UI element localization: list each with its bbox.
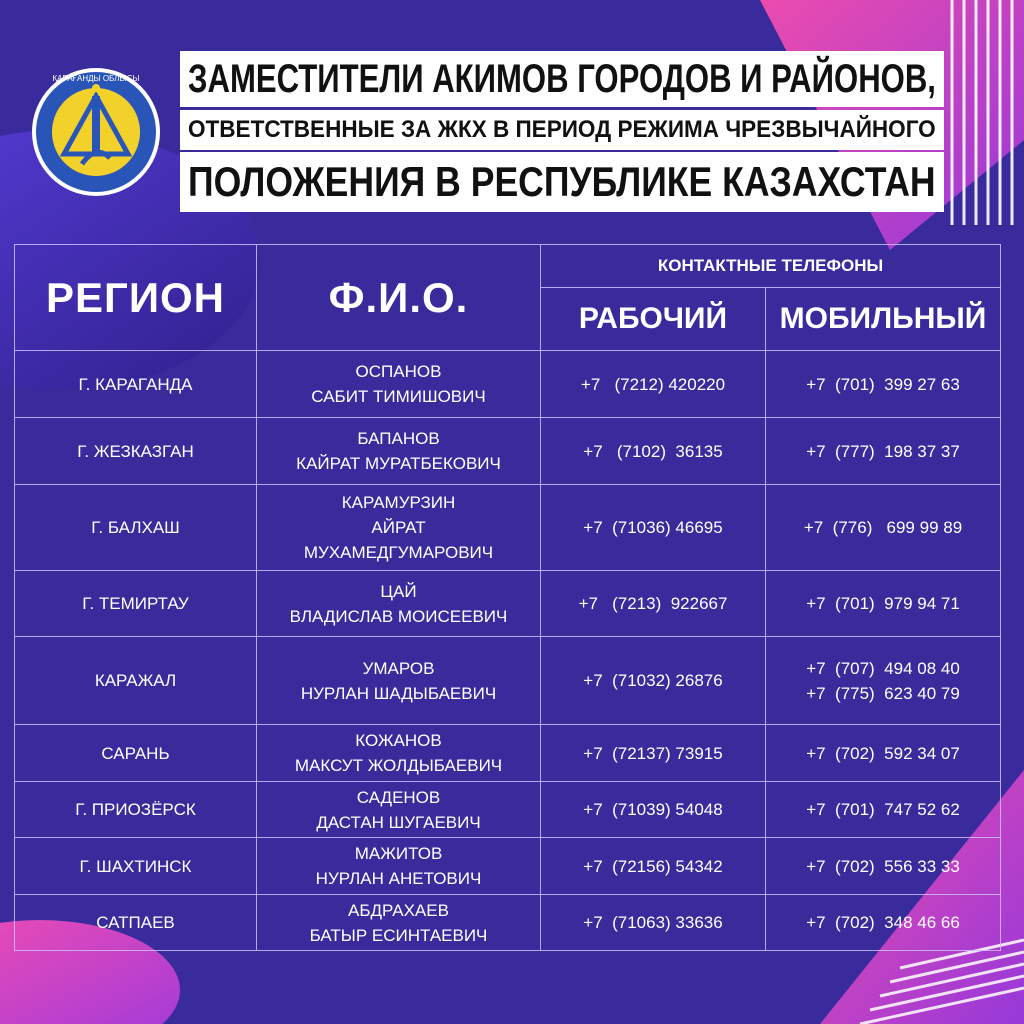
surname: КОЖАНОВ — [355, 731, 442, 750]
table-row — [15, 418, 1001, 485]
mobile-phone-cell — [766, 838, 1001, 895]
name-cell — [257, 725, 541, 782]
table-row — [15, 485, 1001, 571]
region-cell: САРАНЬ — [15, 725, 257, 782]
mobile-phone: +7 (701) 979 94 71 — [806, 594, 960, 613]
given-name: ДАСТАН ШУГАЕВИЧ — [316, 812, 481, 832]
mobile-phone: +7 (702) 592 34 07 — [806, 743, 960, 763]
table-row — [15, 838, 1001, 895]
mobile-phone: +7 (702) 348 46 66 — [806, 913, 960, 932]
given-name: САБИТ ТИМИШОВИЧ — [311, 387, 486, 406]
surname: УМАРОВ — [362, 658, 435, 678]
title-line-3: ПОЛОЖЕНИЯ В РЕСПУБЛИКЕ КАЗАХСТАН — [180, 152, 944, 212]
name-cell — [257, 571, 541, 637]
patronymic: МУХАМЕДГУМАРОВИЧ — [303, 543, 494, 562]
surname: АБДРАХАЕВ — [348, 900, 449, 920]
region-cell: Г. ПРИОЗЁРСК — [15, 782, 257, 838]
contacts-table — [14, 244, 1001, 951]
mobile-phone: +7 (776) 699 99 89 — [803, 518, 963, 537]
title-line-1: ЗАМЕСТИТЕЛИ АКИМОВ ГОРОДОВ И РАЙОНОВ, — [180, 51, 944, 107]
table-row — [15, 571, 1001, 637]
work-phone-cell: +7 (7212) 420220 — [541, 351, 766, 418]
given-name: АЙРАТ — [371, 518, 426, 537]
title-line-2: ОТВЕТСТВЕННЫЕ ЗА ЖКХ В ПЕРИОД РЕЖИМА ЧРЕЗВЫЧАЙНОГО — [180, 110, 944, 150]
name-cell — [257, 782, 541, 838]
given-name: КАЙРАТ МУРАТБЕКОВИЧ — [296, 454, 501, 473]
name-cell — [257, 895, 541, 951]
region-cell: Г. ШАХТИНСК — [15, 838, 257, 895]
header-name: Ф.И.О. — [257, 245, 541, 351]
surname: КАРАМУРЗИН — [341, 493, 456, 512]
work-phone-cell: +7 (7213) 922667 — [541, 571, 766, 637]
surname: САДЕНОВ — [356, 787, 441, 807]
surname: ОСПАНОВ — [355, 362, 442, 381]
mobile-phone: +7 (702) 556 33 33 — [806, 856, 960, 876]
region-cell: Г. БАЛХАШ — [15, 485, 257, 571]
mobile-phone: +7 (707) 494 08 40 — [806, 658, 960, 678]
name-cell — [257, 351, 541, 418]
table-row — [15, 637, 1001, 725]
karaganda-region-emblem-icon — [30, 66, 162, 198]
work-phone-cell: +7 (71036) 46695 — [541, 485, 766, 571]
given-name: НУРЛАН АНЕТОВИЧ — [315, 869, 482, 888]
emblem-text: ҚАРАҒАНДЫ ОБЛЫСЫ — [52, 74, 140, 83]
header-contacts: КОНТАКТНЫЕ ТЕЛЕФОНЫ — [541, 245, 1001, 288]
header-work-phone: РАБОЧИЙ — [541, 288, 766, 351]
mobile-phone: +7 (775) 623 40 79 — [806, 683, 960, 703]
work-phone-cell: +7 (71063) 33636 — [541, 895, 766, 951]
mobile-phone-cell — [766, 351, 1001, 418]
name-cell — [257, 418, 541, 485]
table-row — [15, 351, 1001, 418]
header-region: РЕГИОН — [15, 245, 257, 351]
given-name: НУРЛАН ШАДЫБАЕВИЧ — [300, 683, 497, 703]
region-cell: Г. ЖЕЗКАЗГАН — [15, 418, 257, 485]
surname: БАПАНОВ — [357, 429, 440, 448]
mobile-phone: +7 (701) 747 52 62 — [806, 800, 960, 819]
region-cell: Г. КАРАГАНДА — [15, 351, 257, 418]
region-cell: САТПАЕВ — [15, 895, 257, 951]
work-phone-cell: +7 (71039) 54048 — [541, 782, 766, 838]
mobile-phone-cell — [766, 782, 1001, 838]
mobile-phone: +7 (701) 399 27 63 — [806, 374, 960, 394]
given-name: ВЛАДИСЛАВ МОИСЕЕВИЧ — [289, 606, 508, 626]
surname: МАЖИТОВ — [354, 844, 443, 863]
mobile-phone-cell — [766, 485, 1001, 571]
region-cell: Г. ТЕМИРТАУ — [15, 571, 257, 637]
mobile-phone-cell — [766, 418, 1001, 485]
table-row — [15, 725, 1001, 782]
table-row — [15, 895, 1001, 951]
given-name: МАКСУТ ЖОЛДЫБАЕВИЧ — [294, 756, 503, 775]
mobile-phone: +7 (777) 198 37 37 — [806, 441, 960, 461]
given-name: БАТЫР ЕСИНТАЕВИЧ — [309, 925, 488, 945]
header-mobile-phone: МОБИЛЬНЫЙ — [766, 288, 1001, 351]
work-phone-cell: +7 (7102) 36135 — [541, 418, 766, 485]
mobile-phone-cell — [766, 637, 1001, 725]
work-phone-cell: +7 (71032) 26876 — [541, 637, 766, 725]
name-cell — [257, 485, 541, 571]
name-cell — [257, 637, 541, 725]
surname: ЦАЙ — [380, 581, 417, 601]
name-cell — [257, 838, 541, 895]
work-phone-cell: +7 (72137) 73915 — [541, 725, 766, 782]
mobile-phone-cell — [766, 725, 1001, 782]
table-row — [15, 782, 1001, 838]
work-phone-cell: +7 (72156) 54342 — [541, 838, 766, 895]
mobile-phone-cell — [766, 895, 1001, 951]
region-cell: КАРАЖАЛ — [15, 637, 257, 725]
mobile-phone-cell — [766, 571, 1001, 637]
